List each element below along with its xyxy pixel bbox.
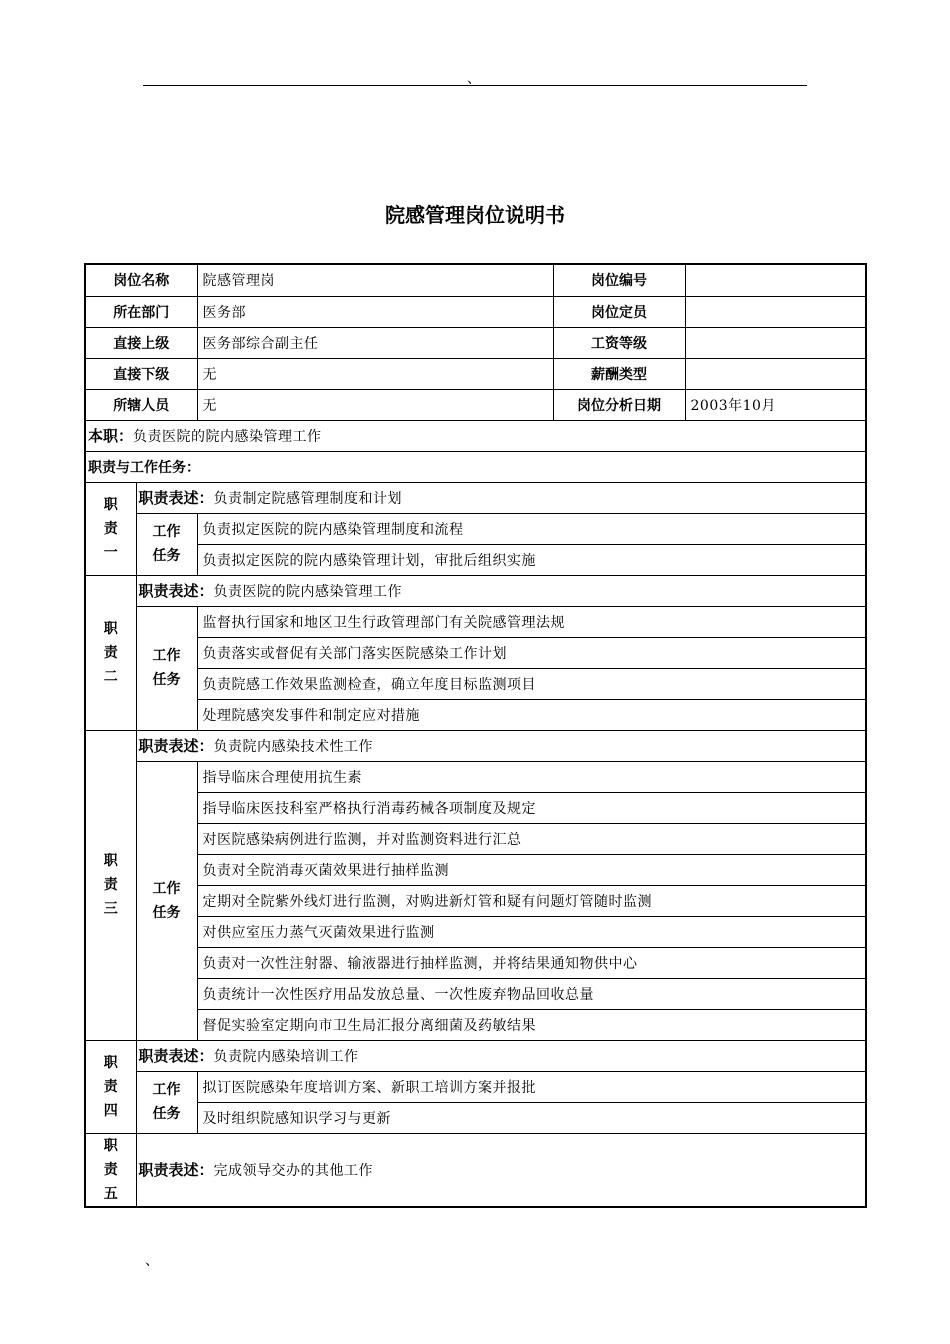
duty-description-label: 职责表述： [138,1161,214,1180]
task-row [85,1009,866,1040]
task-item: 及时组织院感知识学习与更新 [197,1102,866,1133]
task-label-line: 工作 [152,1082,181,1098]
duty-label [85,482,136,575]
duty-description-text: 负责院内感染培训工作 [213,1049,359,1065]
duty-desc-row [85,1040,866,1071]
task-item: 负责对一次性注射器、输液器进行抽样监测，并将结果通知物供中心 [197,947,866,978]
task-item: 指导临床合理使用抗生素 [197,761,866,792]
duty-label-char: 四 [103,1102,118,1119]
duty-label [85,575,136,730]
info-label-2: 岗位编号 [553,264,685,296]
task-label [136,1071,197,1133]
info-label-2: 岗位分析日期 [553,389,685,420]
task-item: 负责院感工作效果监测检查，确立年度目标监测项目 [197,668,866,699]
task-label-line: 工作 [152,880,181,897]
task-item: 指导临床医技科室严格执行消毒药械各项制度及规定 [197,792,866,823]
task-row [85,854,866,885]
duty-label-char: 二 [103,668,118,685]
task-row [85,916,866,947]
duty-description-label: 职责表述： [138,489,214,507]
task-item: 定期对全院紫外线灯进行监测，对购进新灯管和疑有问题灯管随时监测 [197,885,866,916]
task-row [85,1102,866,1133]
task-row [85,606,866,637]
task-item: 负责对全院消毒灭菌效果进行抽样监测 [197,854,866,885]
info-row [85,358,866,389]
duty-description-cell [136,575,866,606]
duty-label-char: 责 [103,644,118,661]
duty-desc-row [85,1133,866,1207]
page-title: 院感管理岗位说明书 [385,203,565,227]
task-label-line: 任务 [152,904,181,921]
main-duty-row [85,420,866,451]
info-value-2 [685,296,866,327]
task-row [85,668,866,699]
task-label [136,761,197,1040]
duty-label-char: 职 [103,1137,118,1154]
task-row [85,792,866,823]
task-item: 处理院感突发事件和制定应对措施 [197,699,866,730]
task-item: 监督执行国家和地区卫生行政管理部门有关院感管理法规 [197,606,866,637]
duties-header: 职责与工作任务： [85,451,866,482]
info-row [85,296,866,327]
task-item: 拟订医院感染年度培训方案、新职工培训方案并报批 [197,1071,866,1102]
duty-description-label: 职责表述： [138,582,214,600]
task-item: 负责拟定医院的院内感染管理计划，审批后组织实施 [197,544,866,575]
task-label-line: 工作 [152,648,181,664]
info-row [85,327,866,358]
info-value: 院感管理岗 [197,264,553,296]
info-label-2: 工资等级 [553,327,685,358]
task-item: 负责落实或督促有关部门落实医院感染工作计划 [197,637,866,668]
task-item: 对供应室压力蒸气灭菌效果进行监测 [197,916,866,947]
info-label: 直接上级 [85,327,197,358]
task-row [85,513,866,544]
info-value-2 [685,358,866,389]
duty-label-char: 责 [103,877,118,893]
duty-description-text: 完成领导交办的其他工作 [213,1163,374,1180]
info-label: 所辖人员 [85,389,197,420]
task-item: 对医院感染病例进行监测，并对监测资料进行汇总 [197,823,866,854]
duty-label-char: 五 [103,1185,118,1202]
info-label: 所在部门 [85,296,197,327]
info-label: 直接下级 [85,358,197,389]
info-value: 无 [197,358,553,389]
info-row [85,389,866,420]
info-value-2 [685,264,866,296]
header-rule [143,85,807,86]
task-item: 负责统计一次性医疗用品发放总量、一次性废弃物品回收总量 [197,978,866,1009]
duty-label [85,1040,136,1133]
task-label-line: 任务 [152,1106,181,1122]
task-label [136,513,197,575]
header-mark: 、 [467,71,481,87]
job-description-table [84,263,867,1208]
info-label-2: 薪酬类型 [553,358,685,389]
main-duty-label: 本职： [88,427,134,445]
duty-description-text: 负责院内感染技术性工作 [213,739,374,755]
duty-desc-row [85,730,866,761]
task-row [85,544,866,575]
duty-label-char: 职 [103,496,118,513]
task-row [85,947,866,978]
info-value: 无 [197,389,553,420]
duty-label-char: 三 [103,901,118,917]
duty-description-label: 职责表述： [138,1047,214,1065]
duty-label-char: 职 [103,1054,118,1071]
task-row [85,761,866,792]
task-label-line: 任务 [152,672,181,688]
info-value: 医务部综合副主任 [197,327,553,358]
duty-label-char: 责 [103,520,118,537]
task-row [85,823,866,854]
info-label: 岗位名称 [85,264,197,296]
info-label-2: 岗位定员 [553,296,685,327]
task-item: 负责拟定医院的院内感染管理制度和流程 [197,513,866,544]
duty-desc-row [85,575,866,606]
duty-label-char: 职 [103,853,118,869]
duty-description-cell [136,730,866,761]
duty-label-char: 责 [103,1078,118,1095]
duty-description-cell [136,1133,866,1207]
duty-description-cell [136,482,866,513]
duty-description-cell [136,1040,866,1071]
duty-label [85,1133,136,1207]
duty-description-text: 负责制定院感管理制度和计划 [213,491,403,507]
main-duty-text: 负责医院的院内感染管理工作 [133,429,322,445]
duty-label [85,730,136,1040]
info-value: 医务部 [197,296,553,327]
task-row [85,637,866,668]
task-row [85,978,866,1009]
task-label-line: 任务 [152,548,181,564]
main-duty-cell [85,420,866,451]
info-value-2 [685,327,866,358]
info-row [85,264,866,296]
task-row [85,885,866,916]
duties-header-row [85,451,866,482]
duty-description-label: 职责表述： [138,737,214,755]
duty-label-char: 一 [103,544,118,561]
footer-mark: 、 [145,1253,159,1269]
duty-label-char: 职 [103,620,118,637]
task-label [136,606,197,730]
duty-description-text: 负责医院的院内感染管理工作 [213,584,403,600]
duty-desc-row [85,482,866,513]
task-label-line: 工作 [152,524,181,540]
duty-label-char: 责 [103,1161,118,1178]
info-value-2: 2003年10月 [685,389,866,420]
task-row [85,699,866,730]
task-item: 督促实验室定期向市卫生局汇报分离细菌及药敏结果 [197,1009,866,1040]
task-row [85,1071,866,1102]
